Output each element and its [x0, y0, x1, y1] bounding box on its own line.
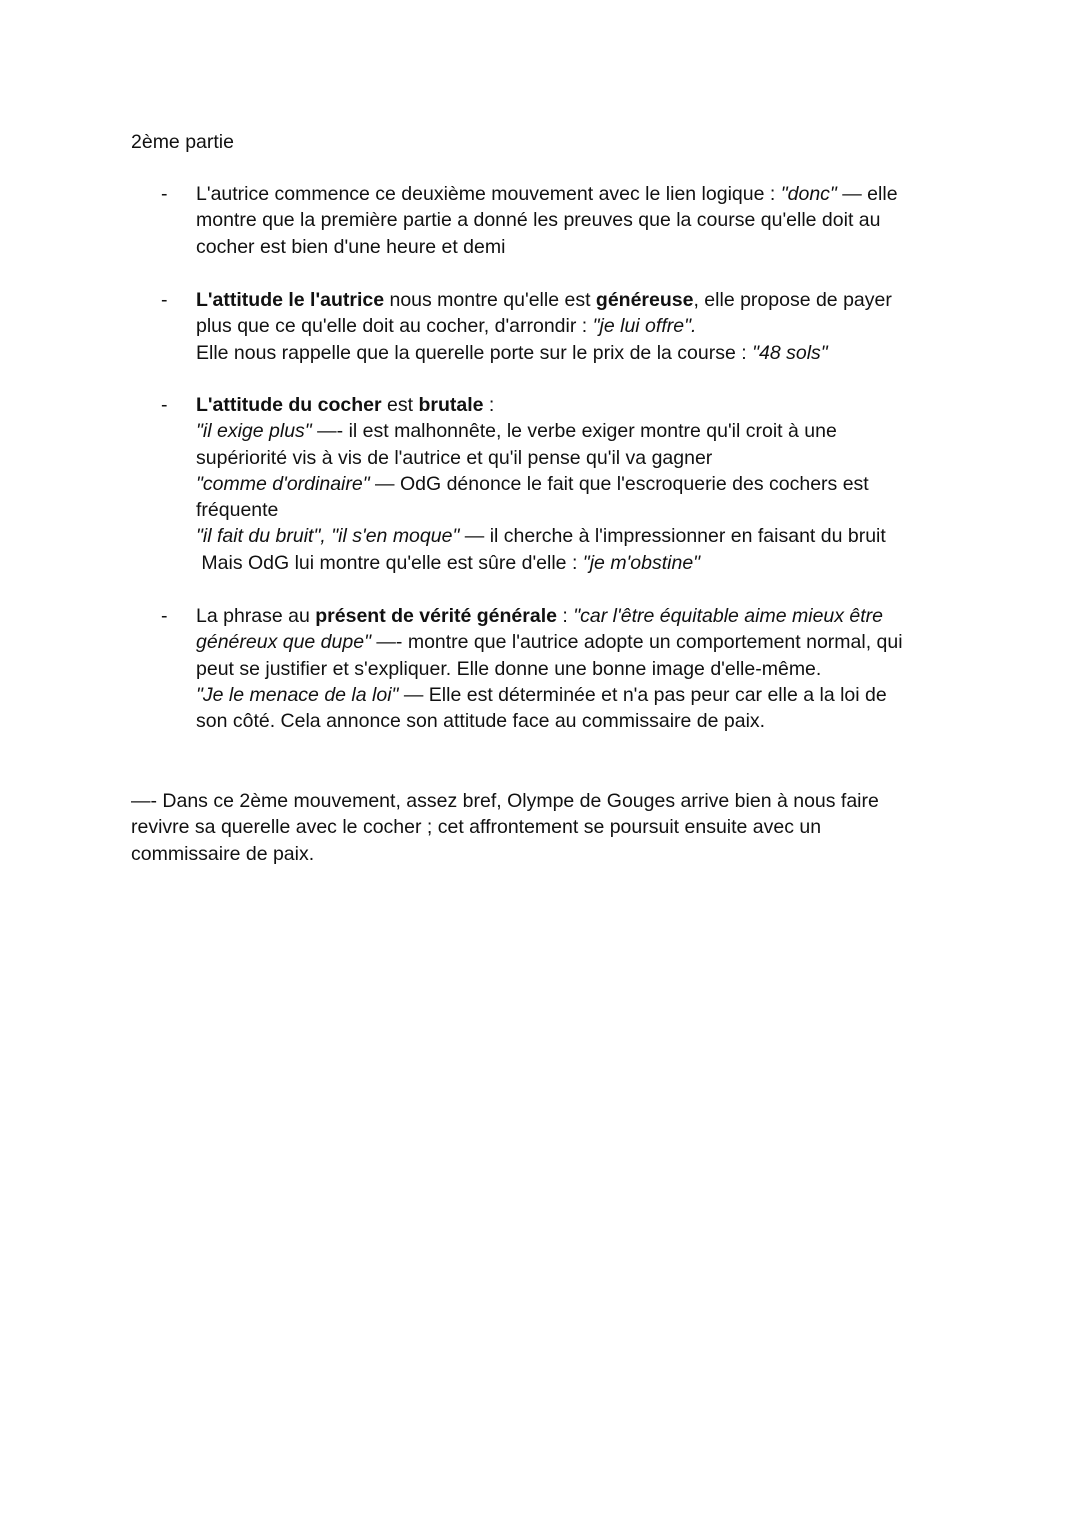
text-line: généreux que dupe" —- montre que l'autrice adopte un comportement normal, qui [196, 631, 903, 654]
text-line: peut se justifier et s'expliquer. Elle donne une bonne image d'elle-même. [196, 657, 822, 680]
bullet-item-1 [161, 181, 966, 260]
text-line: L'autrice commence ce deuxième mouvement avec le lien logique : "donc" — elle [196, 183, 898, 205]
text-line: "il exige plus" —- il est malhonnête, le verbe exiger montre qu'il croit à une [196, 420, 837, 443]
text-line: revivre sa querelle avec le cocher ; cet affrontement se poursuit ensuite avec un [131, 816, 822, 839]
text-line: montre que la première partie a donné les preuves que la course qu'elle doit au [196, 209, 881, 232]
bullet-item-2 [161, 287, 966, 366]
text-line: "il fait du bruit", "il s'en moque" — il cherche à l'impressionner en faisant du bruit [196, 525, 886, 548]
text-line: "Je le menace de la loi" — Elle est déterminée et n'a pas peur car elle a la loi de [196, 683, 887, 706]
text-line: commissaire de paix. [131, 842, 315, 865]
text-line: cocher est bien d'une heure et demi [196, 235, 506, 258]
text-line: L'attitude du cocher est brutale : [196, 394, 495, 416]
text-line: L'attitude le l'autrice nous montre qu'elle est généreuse, elle propose de payer [196, 289, 892, 311]
text-line: La phrase au présent de vérité générale : "car l'être équitable aime mieux être [196, 605, 884, 627]
bullet-dash: - [161, 183, 168, 205]
text-line: —- Dans ce 2ème mouvement, assez bref, Olympe de Gouges arrive bien à nous faire [131, 790, 879, 812]
text-line: fréquente [196, 499, 279, 522]
text-line: Mais OdG lui montre qu'elle est sûre d'elle : "je m'obstine" [196, 551, 701, 574]
bullet-item-4 [161, 603, 966, 734]
bullet-dash: - [161, 289, 168, 311]
bullet-item-3 [161, 392, 966, 576]
bullet-dash: - [161, 605, 168, 627]
conclusion-paragraph [131, 788, 931, 867]
text-line: plus que ce qu'elle doit au cocher, d'arrondir : "je lui offre". [196, 315, 697, 338]
bullet-dash: - [161, 394, 168, 416]
text-line: son côté. Cela annonce son attitude face au commissaire de paix. [196, 710, 766, 733]
text-line: Elle nous rappelle que la querelle porte sur le prix de la course : "48 sols" [196, 341, 828, 364]
section-title: 2ème partie [131, 131, 234, 153]
text-line: "comme d'ordinaire" — OdG dénonce le fait que l'escroquerie des cochers est [196, 472, 869, 495]
text-line: supériorité vis à vis de l'autrice et qu'il pense qu'il va gagner [196, 446, 713, 469]
